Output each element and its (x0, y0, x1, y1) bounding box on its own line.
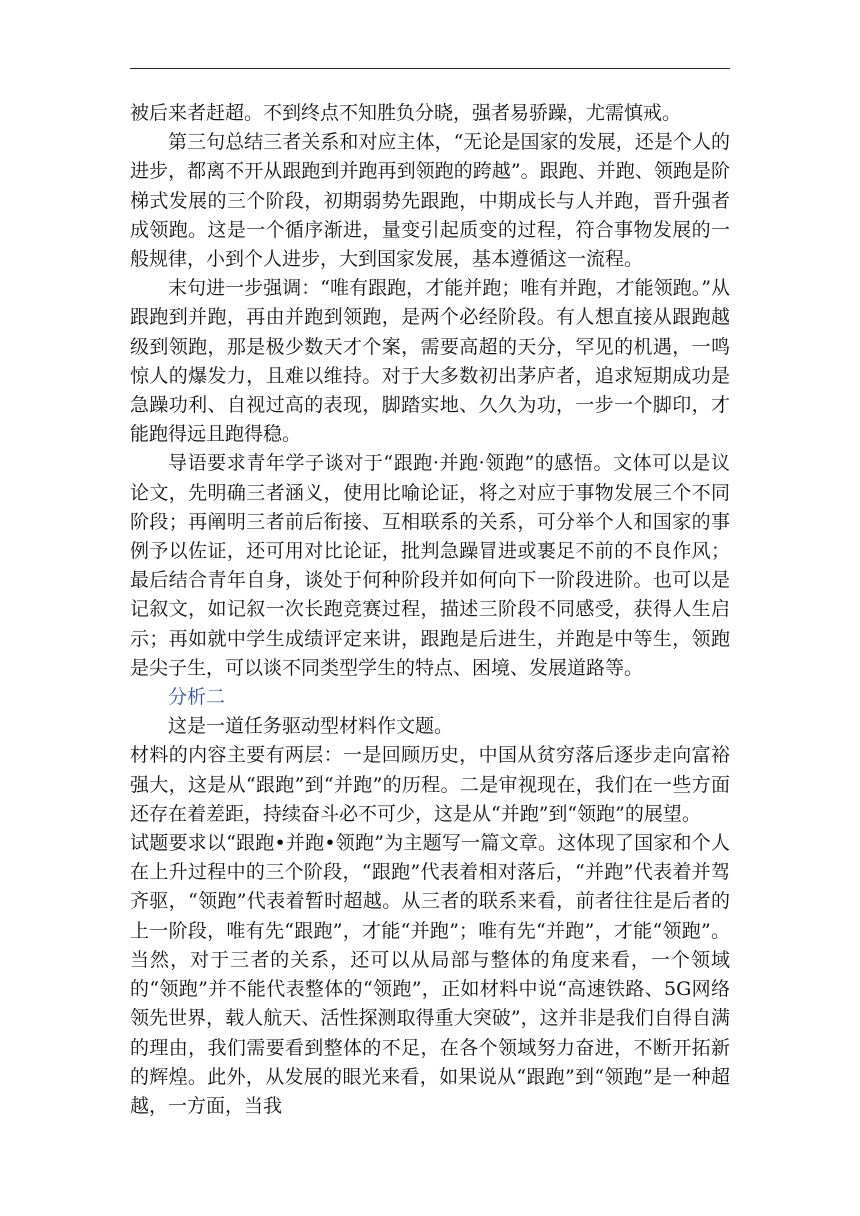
document-body (130, 99, 730, 1121)
paragraph-continued-end: 被后来者赶超。不到终点不知胜负分晓，强者易骄躁，尤需慎戒。 (130, 102, 682, 124)
paragraph-material: 材料的内容主要有两层：一是回顾历史，中国从贫穷落后逐步走向富裕强大，这是从“跟跑”到“并跑”的历程。二是审视现在，我们在一些方面还存在着差距，持续奋斗必不可少，这是从“并跑”到“领跑”的展望。 (130, 744, 730, 825)
paragraph-guide: 导语要求青年学子谈对于“跟跑·并跑·领跑”的感悟。文体可以是议论文，先明确三者涵义，使用比喻论证，将之对应于事物发展三个不同阶段；再阐明三者前后衔接、互相联系的关系，可分举个人和国家的事例予以佐证，还可用对比论证，批判急躁冒进或裹足不前的不良作风；最后结合青年自身，谈处于何种阶段并如何向下一阶段进阶。也可以是记叙文，如记叙一次长跑竞赛过程，描述三阶段不同感受，获得人生启示；再如就中学生成绩评定来讲，跟跑是后进生，并跑是中等生，领跑是尖子生，可以谈不同类型学生的特点、困境、发展道路等。 (130, 452, 730, 679)
section-heading: 分析二 (168, 686, 226, 709)
paragraph-third-sentence: 第三句总结三者关系和对应主体，“无论是国家的发展，还是个人的进步，都离不开从跟跑到并跑再到领跑的跨越”。跟跑、并跑、领跑是阶梯式发展的三个阶段，初期弱势先跟跑，中期成长与人并跑，晋升强者成领跑。这是一个循序渐进，量变引起质变的过程，符合事物发展的一般规律，小到个人进步，大到国家发展，基本遵循这一流程。 (130, 131, 730, 271)
paragraph-requirement: 试题要求以“跟跑•并跑•领跑”为主题写一篇文章。这体现了国家和个人在上升过程中的三个阶段，“跟跑”代表着相对落后，“并跑”代表着并驾齐驱，“领跑”代表着暂时超越。从三者的联系来看，前者往往是后者的上一阶段，唯有先“跟跑”，才能“并跑”；唯有先“并跑”，才能“领跑”。当然，对于三者的关系，还可以从局部与整体的角度来看，一个领域的“领跑”并不能代表整体的“领跑”，正如材料中说“高速铁路、5G网络领先世界，载人航天、活性探测取得重大突破”，这并非是我们自得自满的理由，我们需要看到整体的不足，在各个领域努力奋进，不断开拓新的辉煌。此外，从发展的眼光来看，如果说从“跟跑”到“领跑”是一种超越，一方面，当我 (130, 832, 730, 1117)
header-rule (130, 68, 730, 69)
paragraph-intro: 这是一道任务驱动型材料作文题。 (168, 715, 454, 738)
paragraph-last-sentence: 末句进一步强调：“唯有跟跑，才能并跑；唯有并跑，才能领跑。”从跟跑到并跑，再由并跑到领跑，是两个必经阶段。有人想直接从跟跑越级到领跑，那是极少数天才个案，需要高超的天分，罕见的机遇，一鸣惊人的爆发力，且难以维持。对于大多数初出茅庐者，追求短期成功是急躁功利、自视过高的表现，脚踏实地、久久为功，一步一个脚印，才能跑得远且跑得稳。 (130, 277, 730, 446)
